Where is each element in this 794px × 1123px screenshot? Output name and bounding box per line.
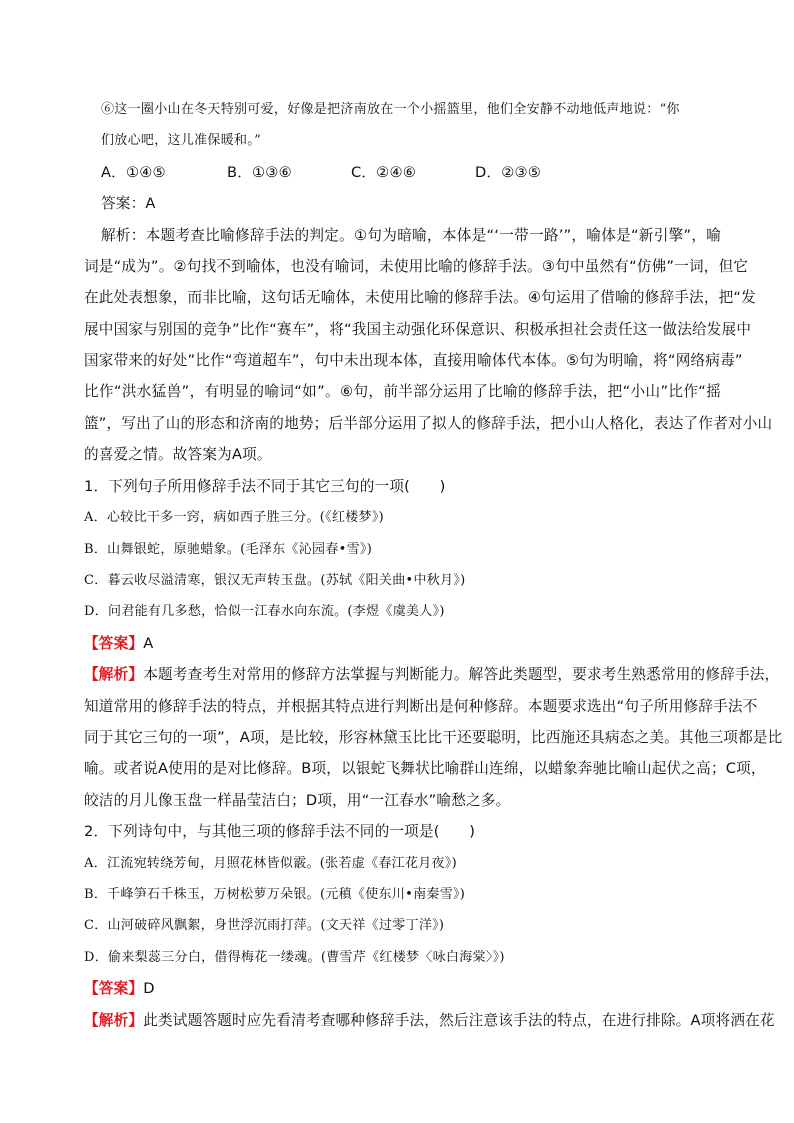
question-1-answer bbox=[84, 634, 153, 654]
question-1-stem: 1．下列句子所用修辞手法不同于其它三句的一项( ) bbox=[84, 478, 446, 495]
question-1-option-d: D．问君能有几多愁，恰似一江春水向东流。(李煜《虞美人》) bbox=[84, 604, 445, 619]
analysis-line: 解析：本题考查比喻修辞手法的判定。①句为暗喻，本体是“‘一带一路’”，喻体是“新引擎”，喻 bbox=[101, 227, 721, 244]
answer-value: A bbox=[143, 635, 154, 652]
analysis-line: 词是“成为”。②句找不到喻体，也没有喻词，未使用比喻的修辞手法。③句中虽然有“仿佛”一词，但它 bbox=[84, 258, 749, 275]
analysis-tag: 【解析】 bbox=[84, 1012, 144, 1029]
analysis-line: 喻。或者说A使用的是对比修辞。B项，以银蛇飞舞状比喻群山连绵，以蜡象奔驰比喻山起伏之高；C项， bbox=[84, 760, 766, 777]
answer-tag: 【答案】 bbox=[84, 635, 144, 652]
question-2-analysis bbox=[84, 1011, 775, 1031]
question-1-option-b: B．山舞银蛇，原驰蜡象。(毛泽东《沁园春•雪》) bbox=[84, 542, 373, 557]
question-2-answer bbox=[84, 979, 155, 999]
answer-value: D bbox=[143, 980, 155, 997]
answer-tag: 【答案】 bbox=[84, 980, 144, 997]
analysis-line: 展中国家与别国的竞争”比作“赛车”，将“我国主动强化环保意识、积极承担社会责任这一做法给发展中 bbox=[84, 321, 752, 338]
question-2-stem: 2．下列诗句中，与其他三项的修辞手法不同的一项是( ) bbox=[84, 823, 476, 840]
analysis-line: 此类试题答题时应先看清考查哪种修辞手法，然后注意该手法的特点，在进行排除。A项将洒在花 bbox=[143, 1012, 775, 1029]
analysis-line: 篮”，写出了山的形态和济南的地势；后半部分运用了拟人的修辞手法，把小山人格化，表达了作者对小山 bbox=[84, 415, 773, 432]
analysis-line: 知道常用的修辞手法的特点，并根据其特点进行判断出是何种修辞。本题要求选出“句子所用修辞手法不 bbox=[84, 698, 758, 715]
analysis-line: 比作“洪水猛兽”，有明显的喻词“如”。⑥句，前半部分运用了比喻的修辞手法，把“小山”比作“摇 bbox=[84, 383, 721, 400]
question-1-option-a: A．心较比干多一窍，病如西子胜三分。(《红楼梦》) bbox=[84, 510, 385, 525]
options-row bbox=[101, 163, 541, 183]
intro-line-2: 们放心吧，这儿准保暖和。” bbox=[101, 133, 262, 148]
question-2-option-b: B．千峰笋石千株玉，万树松萝万朵银。(元稹《使东川•南秦雪》) bbox=[84, 887, 466, 902]
question-2-option-a: A．江流宛转绕芳甸，月照花林皆似霰。(张若虚《春江花月夜》) bbox=[84, 856, 458, 871]
question-1-analysis bbox=[84, 665, 780, 685]
analysis-line: 国家带来的好处”比作“弯道超车”，句中未出现本体，直接用喻体代本体。⑤句为明喻，将“网络病毒” bbox=[84, 352, 743, 369]
question-1-option-c: C．暮云收尽溢清寒，银汉无声转玉盘。(苏轼《阳关曲•中秋月》) bbox=[84, 573, 466, 588]
analysis-line: 在此处表想象，而非比喻，这句话无喻体，未使用比喻的修辞手法。④句运用了借喻的修辞手法，把“发 bbox=[84, 289, 756, 306]
question-2-option-d: D．偷来梨蕊三分白，借得梅花一缕魂。(曹雪芹《红楼梦〈咏白海棠〉》) bbox=[84, 950, 505, 965]
answer-line: 答案：A bbox=[101, 195, 156, 212]
option-a: A．①④⑤ bbox=[101, 164, 166, 181]
option-c: C．②④⑥ bbox=[351, 164, 417, 181]
question-2-option-c: C．山河破碎风飘絮，身世浮沉雨打萍。(文天祥《过零丁洋》) bbox=[84, 918, 445, 933]
option-b: B．①③⑥ bbox=[227, 164, 292, 181]
analysis-line: 同于其它三句的一项”，A项，是比较，形容林黛玉比比干还要聪明，比西施还具病态之美。其他三项都是比 bbox=[84, 729, 783, 746]
analysis-line: 皎洁的月儿像玉盘一样晶莹洁白；D项，用“一江春水”喻愁之多。 bbox=[84, 792, 511, 809]
analysis-tag: 【解析】 bbox=[84, 666, 144, 683]
analysis-line: 的喜爱之情。故答案为A项。 bbox=[84, 446, 272, 463]
analysis-line: 本题考查考生对常用的修辞方法掌握与判断能力。解答此类题型，要求考生熟悉常用的修辞手法， bbox=[143, 666, 780, 683]
option-d: D．②③⑤ bbox=[475, 164, 542, 181]
intro-line-1: ⑥这一圈小山在冬天特别可爱，好像是把济南放在一个小摇篮里，他们全安静不动地低声地说：“你 bbox=[101, 102, 680, 117]
